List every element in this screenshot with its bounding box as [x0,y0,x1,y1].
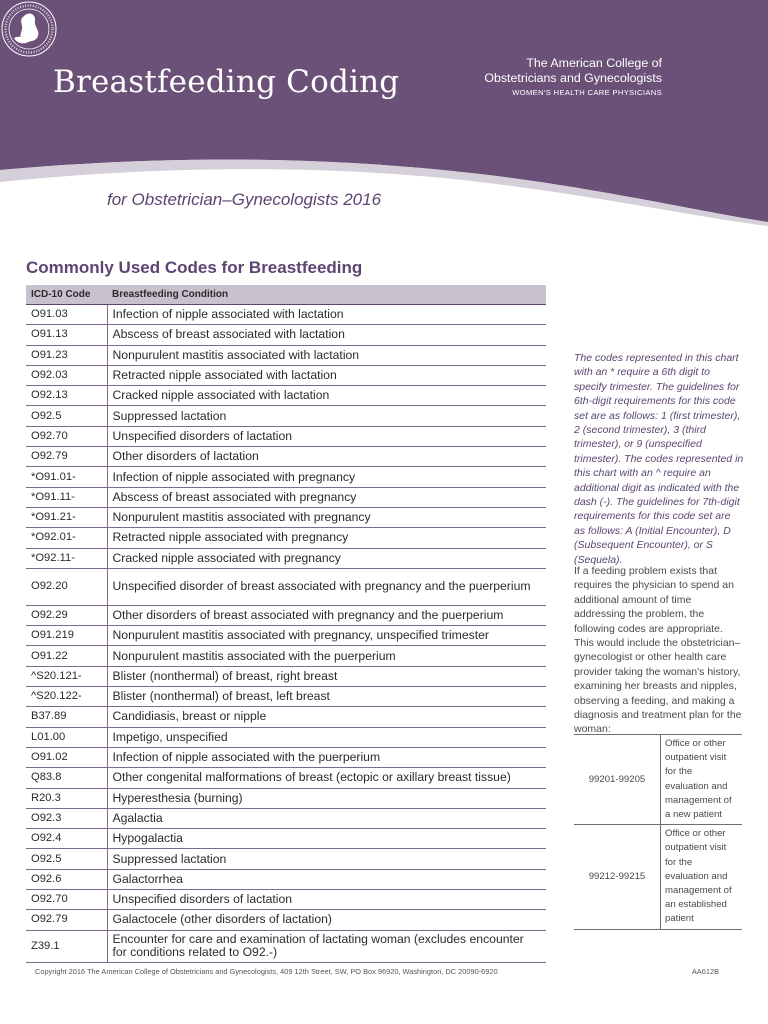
condition-text: Candidiasis, breast or nipple [107,707,546,727]
em-code-description: Office or other outpatient visit for the evaluation and management of a new patient [661,735,743,825]
icd10-code: L01.00 [26,727,107,747]
icd10-code: *O91.21- [26,507,107,527]
icd10-code: O92.79 [26,447,107,467]
condition-text: Blister (nonthermal) of breast, left breast [107,687,546,707]
icd10-code: O92.03 [26,365,107,385]
table-row [26,890,546,910]
icd10-code: O91.219 [26,626,107,646]
condition-text: Nonpurulent mastitis associated with pregnancy [107,507,546,527]
table-row [26,687,546,707]
icd10-code: O92.70 [26,426,107,446]
em-code-description: Office or other outpatient visit for the evaluation and management of an established patient [661,825,743,929]
condition-text: Other congenital malformations of breast (ectopic or axillary breast tissue) [107,768,546,788]
table-row [26,646,546,666]
table-row [574,735,742,825]
icd10-code: Z39.1 [26,930,107,962]
table-row [26,406,546,426]
table-row [26,305,546,325]
table-row [574,825,742,929]
condition-text: Galactocele (other disorders of lactation) [107,910,546,930]
table-header-row [26,285,546,305]
table-row [26,467,546,487]
condition-text: Retracted nipple associated with pregnancy [107,528,546,548]
icd10-code: O92.70 [26,890,107,910]
em-codes-table [574,734,742,930]
icd10-code: *O92.01- [26,528,107,548]
icd10-code: R20.3 [26,788,107,808]
table-row [26,666,546,686]
condition-text: Abscess of breast associated with pregnancy [107,487,546,507]
section-heading: Commonly Used Codes for Breastfeeding [26,258,363,277]
condition-text: Blister (nonthermal) of breast, right breast [107,666,546,686]
icd10-code: O92.29 [26,605,107,625]
icd10-code: O91.23 [26,345,107,365]
condition-text: Suppressed lactation [107,406,546,426]
table-row [26,727,546,747]
icd10-code: O92.20 [26,568,107,605]
table-row [26,447,546,467]
table-row [26,910,546,930]
org-name-line2: Obstetricians and Gynecologists [484,71,662,85]
document-title: Breastfeeding Coding [53,64,400,100]
icd10-code: ^S20.121- [26,666,107,686]
condition-text: Hyperesthesia (burning) [107,788,546,808]
organization-name [478,56,662,97]
table-row [26,345,546,365]
icd10-code: ^S20.122- [26,687,107,707]
icd10-code: O92.4 [26,829,107,849]
icd10-code: *O91.01- [26,467,107,487]
icd10-code: O91.02 [26,747,107,767]
acog-seal-icon [0,0,58,58]
footer-document-code: AA612B [691,967,719,976]
table-row [26,768,546,788]
icd10-codes-table [26,285,546,963]
table-row [26,626,546,646]
condition-text: Cracked nipple associated with lactation [107,386,546,406]
document-subtitle: for Obstetrician–Gynecologists 2016 [107,190,382,209]
condition-text: Infection of nipple associated with the puerperium [107,747,546,767]
icd10-code: *O91.11- [26,487,107,507]
icd10-code: O92.5 [26,849,107,869]
table-row [26,829,546,849]
table-row [26,386,546,406]
column-header-code: ICD-10 Code [26,285,107,305]
condition-text: Suppressed lactation [107,849,546,869]
condition-text: Agalactia [107,808,546,828]
icd10-code: Q83.8 [26,768,107,788]
condition-text: Nonpurulent mastitis associated with pregnancy, unspecified trimester [107,626,546,646]
icd10-code: O91.22 [26,646,107,666]
feeding-problem-note: If a feeding problem exists that requires the physician to spend an additional amount of time addressing the problem, the following codes are appropriate. This would include the obstetrician–gynecologist or other health care provider taking the woman's history, examining her breasts and nipples, observing a feeding, and making a diagnosis and treatment plan for the woman: [574,565,742,736]
condition-text: Nonpurulent mastitis associated with the puerperium [107,646,546,666]
icd10-code: O92.6 [26,869,107,889]
condition-text: Unspecified disorders of lactation [107,426,546,446]
table-row [26,507,546,527]
condition-text: Impetigo, unspecified [107,727,546,747]
icd10-code: O91.13 [26,325,107,345]
condition-text: Nonpurulent mastitis associated with lactation [107,345,546,365]
org-tagline: WOMEN'S HEALTH CARE PHYSICIANS [512,88,662,97]
icd10-code: O92.3 [26,808,107,828]
trimester-digit-note: The codes represented in this chart with an * require a 6th digit to specify trimester. The guidelines for 6th-digit requirements for this code set are as follows: 1 (first trimester), 2 (second trimester), 3 (third trimester), or 9 (unspecified trimester). The codes represented in this chart with an ^ require an additional digit as indicated with the dash (-). The guidelines for 7th-digit requirements for this code set are as follows: A (Initial Encounter), D (Subsequent Encounter), or S (Sequela). [574,352,744,566]
table-row [26,707,546,727]
footer-copyright: Copyright 2016 The American College of Obstetricians and Gynecologists, 409 12th Street, SW, PO Box 96920, Washington, DC 20090-6920 [35,967,498,976]
table-row [26,325,546,345]
condition-text: Infection of nipple associated with pregnancy [107,467,546,487]
condition-text: Hypogalactia [107,829,546,849]
column-header-condition: Breastfeeding Condition [107,285,546,305]
table-row [26,528,546,548]
icd10-code: B37.89 [26,707,107,727]
icd10-code: O92.79 [26,910,107,930]
table-row [26,788,546,808]
table-row [26,365,546,385]
table-row [26,548,546,568]
icd10-code: O92.13 [26,386,107,406]
condition-text: Unspecified disorder of breast associated with pregnancy and the puerperium [107,568,546,605]
em-code-range: 99201-99205 [574,735,661,825]
header-banner [0,0,768,230]
table-row [26,869,546,889]
org-name-line1: The American College of [526,56,662,70]
table-row [26,605,546,625]
condition-text: Abscess of breast associated with lactation [107,325,546,345]
condition-text: Galactorrhea [107,869,546,889]
condition-text: Retracted nipple associated with lactation [107,365,546,385]
icd10-code: O92.5 [26,406,107,426]
table-row [26,487,546,507]
icd10-code: *O92.11- [26,548,107,568]
condition-text: Other disorders of breast associated with pregnancy and the puerperium [107,605,546,625]
condition-text: Cracked nipple associated with pregnancy [107,548,546,568]
table-row [26,930,546,962]
em-code-range: 99212-99215 [574,825,661,929]
condition-text: Encounter for care and examination of lactating woman (excludes encounter for conditions related to O92.-) [107,930,546,962]
table-row [26,426,546,446]
icd10-code: O91.03 [26,305,107,325]
table-row [26,568,546,605]
condition-text: Unspecified disorders of lactation [107,890,546,910]
table-row [26,747,546,767]
condition-text: Other disorders of lactation [107,447,546,467]
table-row [26,808,546,828]
condition-text: Infection of nipple associated with lactation [107,305,546,325]
table-row [26,849,546,869]
